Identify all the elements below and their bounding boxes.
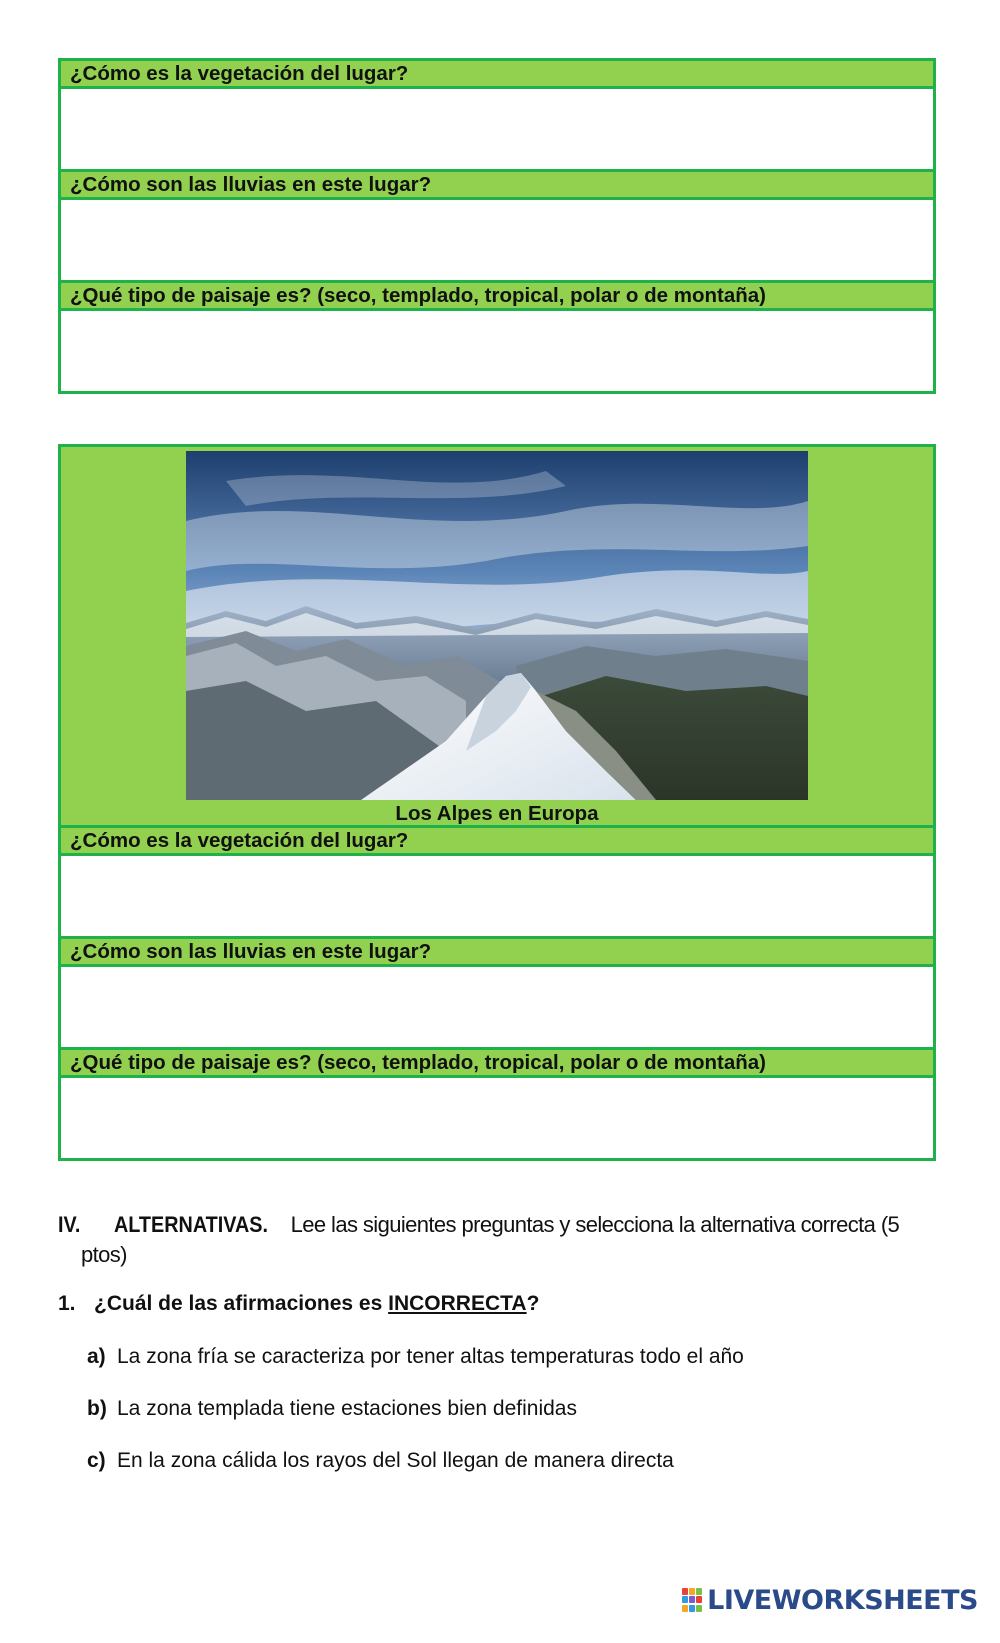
section-instructions: Lee las siguientes preguntas y selecciona la alternativa correcta (5 bbox=[285, 1212, 900, 1237]
answer-box[interactable] bbox=[61, 200, 933, 283]
answer-box[interactable] bbox=[61, 311, 933, 391]
question-header: ¿Qué tipo de paisaje es? (seco, templado, tropical, polar o de montaña) bbox=[61, 283, 933, 311]
section-alternativas bbox=[58, 1210, 938, 1270]
option-text: La zona fría se caracteriza por tener altas temperaturas todo el año bbox=[117, 1345, 744, 1368]
logo-grid-icon bbox=[682, 1588, 704, 1612]
answer-box[interactable] bbox=[61, 1078, 933, 1158]
answer-box[interactable] bbox=[61, 967, 933, 1050]
liveworksheets-logo[interactable] bbox=[682, 1585, 978, 1615]
question-text: ¿Cuál de las afirmaciones es bbox=[94, 1292, 389, 1315]
option-a[interactable] bbox=[87, 1345, 744, 1369]
answer-box[interactable] bbox=[61, 856, 933, 939]
question-header: ¿Cómo son las lluvias en este lugar? bbox=[61, 939, 933, 967]
answer-box[interactable] bbox=[61, 89, 933, 172]
photo-caption: Los Alpes en Europa bbox=[61, 797, 933, 828]
question-number: 1. bbox=[58, 1292, 76, 1315]
option-letter: b) bbox=[87, 1397, 107, 1420]
option-text: La zona templada tiene estaciones bien definidas bbox=[117, 1397, 577, 1420]
section-number: IV. bbox=[58, 1212, 81, 1237]
alps-mountain-photo bbox=[186, 451, 808, 800]
option-letter: a) bbox=[87, 1345, 106, 1368]
logo-text: LIVEWORKSHEETS bbox=[707, 1584, 978, 1616]
question-1 bbox=[58, 1292, 539, 1316]
question-header: ¿Qué tipo de paisaje es? (seco, templado, tropical, polar o de montaña) bbox=[61, 1050, 933, 1078]
option-c[interactable] bbox=[87, 1449, 674, 1473]
section-title: ALTERNATIVAS. bbox=[114, 1212, 268, 1237]
question-text-end: ? bbox=[526, 1292, 540, 1315]
question-table-alps bbox=[58, 444, 936, 1161]
question-header: ¿Cómo es la vegetación del lugar? bbox=[61, 828, 933, 856]
section-instructions-line2: ptos) bbox=[81, 1242, 127, 1267]
question-emphasis: INCORRECTA bbox=[388, 1292, 527, 1315]
photo-row bbox=[61, 447, 933, 797]
question-header: ¿Cómo son las lluvias en este lugar? bbox=[61, 172, 933, 200]
option-text: En la zona cálida los rayos del Sol llegan de manera directa bbox=[117, 1449, 674, 1472]
question-table-top bbox=[58, 58, 936, 394]
option-b[interactable] bbox=[87, 1397, 577, 1421]
question-header: ¿Cómo es la vegetación del lugar? bbox=[61, 61, 933, 89]
option-letter: c) bbox=[87, 1449, 106, 1472]
